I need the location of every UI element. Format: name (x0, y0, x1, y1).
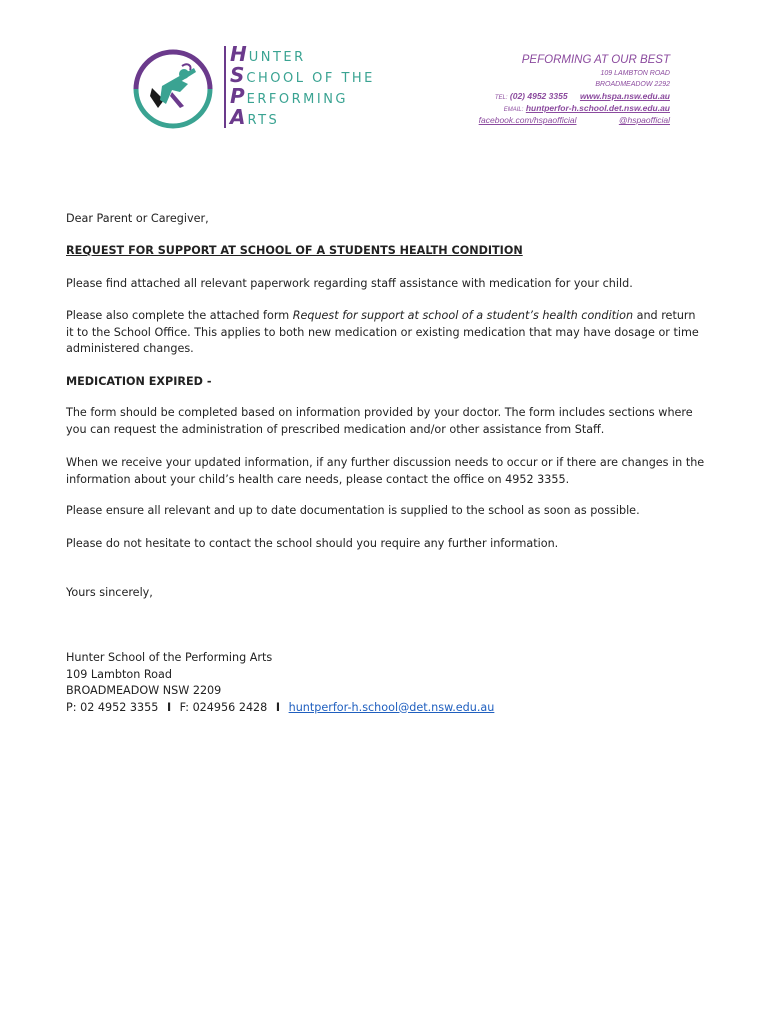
dancer-emblem-icon (132, 48, 214, 130)
paragraph-5: Please ensure all relevant and up to date documentation is supplied to the school as soon as possible. (66, 504, 640, 517)
letter-heading: REQUEST FOR SUPPORT AT SCHOOL OF A STUDENTS HEALTH CONDITION (66, 244, 523, 257)
signature-phone: P: 02 4952 3355 (66, 700, 159, 714)
paragraph-1: Please find attached all relevant paperwork regarding staff assistance with medication for your child. (66, 277, 633, 290)
logo-divider (224, 46, 226, 128)
tel-number: (02) 4952 3355 (509, 91, 568, 101)
social-row (479, 114, 670, 126)
paragraph-6: Please do not hesitate to contact the school should you require any further information. (66, 537, 559, 550)
signature-fax: F: 024956 2428 (179, 700, 268, 714)
website-link[interactable]: www.hspa.nsw.edu.au (579, 91, 670, 101)
signature-suburb: BROADMEADOW NSW 2209 (66, 684, 222, 697)
address-line-1: 109 LAMBTON ROAD (600, 70, 670, 77)
signature-street: 109 Lambton Road (66, 667, 172, 681)
greeting: Dear Parent or Caregiver, (66, 212, 209, 225)
form-title: Request for support at school of a student’s health condition (292, 309, 634, 322)
email-link[interactable]: huntperfor-h.school.det.nsw.edu.au (525, 103, 670, 113)
paragraph-4: When we receive your updated information, if any further discussion needs to occur or if there are changes in the information about your child’s health care needs, please contact the office on 4952 3355. (66, 456, 705, 486)
address-line-2: BROADMEADOW 2292 (595, 81, 670, 88)
paragraph-3: The form should be completed based on information provided by your doctor. The form includes sections where you can request the administration of prescribed medication and/or other assistance from Staff. (66, 406, 693, 436)
signature-school: Hunter School of the Performing Arts (66, 651, 273, 664)
school-motto: PEFORMING AT OUR BEST (521, 54, 670, 66)
logo-wordmark: HUNTER SCHOOL OF THE PERFORMING ARTS (230, 42, 375, 129)
subheading: MEDICATION EXPIRED - (66, 375, 212, 388)
tel-row: TEL: (02) 4952 3355 www.hspa.nsw.edu.au (494, 91, 670, 101)
signature-email-link[interactable]: huntperfor-h.school@det.nsw.edu.au (288, 700, 495, 714)
email-row: EMAIL: huntperfor-h.school.det.nsw.edu.au (503, 103, 670, 113)
signature-contact: P: 02 4952 3355 I F: 024956 2428 I huntperfor-h.school@det.nsw.edu.au (66, 700, 495, 714)
letterhead-contact (479, 52, 670, 126)
closing: Yours sincerely, (66, 586, 153, 599)
signature-block (66, 650, 494, 716)
facebook-link[interactable]: facebook.com/hspaofficial (478, 115, 577, 125)
paragraph-2: Please also complete the attached form Request for support at school of a student’s health condition and return it to the School Office. This applies to both new medication or existing medication that may have dosage or time administered changes. (66, 309, 699, 355)
school-logo (132, 44, 402, 128)
instagram-link[interactable]: @hspaofficial (618, 115, 670, 125)
